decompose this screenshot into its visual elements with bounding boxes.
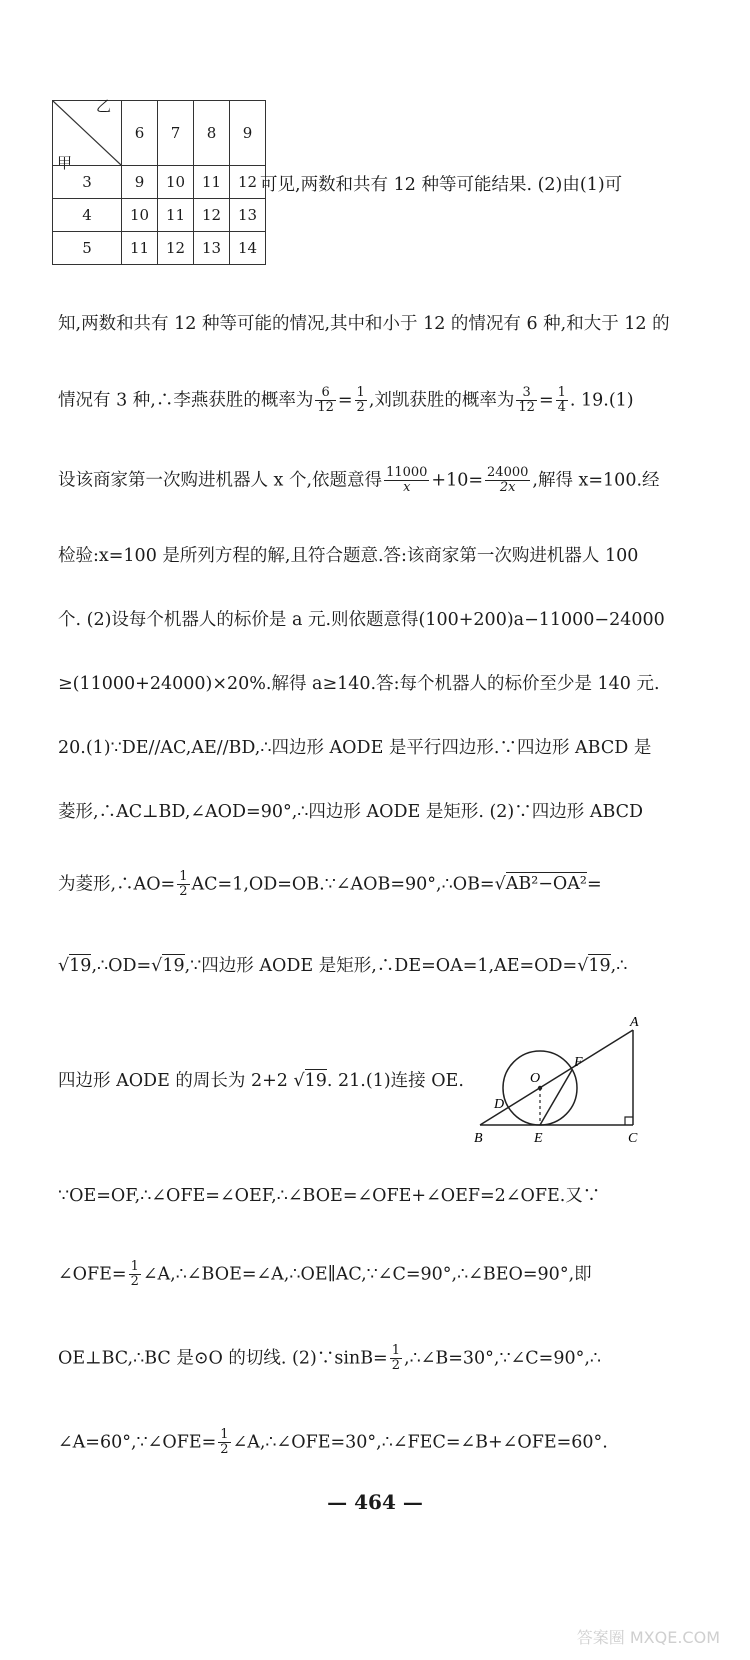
table-row — [53, 166, 266, 199]
text-seg: ∠OFE= — [58, 1264, 127, 1285]
text-line-3 — [58, 386, 634, 416]
text-seg: OE⊥BC,∴BC 是⊙O 的切线. (2)∵sinB= — [58, 1348, 388, 1369]
text-seg: ∠A,∴∠BOE=∠A,∴OE∥AC,∵∠C=90°,∴∠BEO=90°,即 — [142, 1264, 592, 1285]
text-seg: ,刘凯获胜的概率为 — [368, 390, 515, 411]
fraction: $\frac{1}{4}$ — [557, 385, 566, 416]
text-seg: ,∴OD=√ — [91, 956, 163, 976]
text-line-15 — [58, 1344, 601, 1374]
sqrt-radicand: 19 — [69, 956, 92, 976]
text-line-2: 知,两数和共有 12 种等可能的情况,其中和小于 12 的情况有 6 种,和大于 12 的 — [58, 314, 670, 334]
text-line-9: 菱形,∴AC⊥BD,∠AOD=90°,∴四边形 AODE 是矩形. (2)∵四边形 ABCD — [58, 802, 644, 822]
row-header: 3 — [53, 166, 122, 199]
text-line-1: 可见,两数和共有 12 种等可能结果. (2)由(1)可 — [260, 175, 623, 195]
text-seg: AC=1,OD=OB.∵∠AOB=90°,∴OB= — [191, 874, 495, 895]
row-header: 5 — [53, 232, 122, 265]
sqrt-sign: √ — [494, 874, 506, 895]
table-cell: 9 — [122, 166, 158, 199]
text-seg: ,∴∠B=30°,∵∠C=90°,∴ — [404, 1348, 602, 1369]
right-angle-mark — [625, 1117, 633, 1125]
text-line-6: 个. (2)设每个机器人的标价是 a 元.则依题意得(100+200)a−11000−24000 — [58, 610, 665, 630]
label-A: A — [630, 1015, 639, 1030]
fraction: $\frac{1}{2}$ — [179, 869, 188, 900]
sqrt-radicand: 19 — [304, 1071, 327, 1091]
sum-table — [52, 97, 266, 265]
row-header: 4 — [53, 199, 122, 232]
table-cell: 11 — [122, 232, 158, 265]
equals: = — [538, 390, 554, 411]
table-cell: 10 — [122, 199, 158, 232]
col-header: 7 — [158, 101, 194, 166]
equals: = — [337, 390, 353, 411]
col-header: 6 — [122, 101, 158, 166]
text-seg: ,∴ — [610, 956, 628, 976]
label-C: C — [628, 1131, 638, 1146]
label-B: B — [474, 1131, 483, 1146]
text-seg: . 19.(1) — [569, 390, 634, 411]
watermark: 答案圈 MXQE.COM — [576, 1628, 720, 1647]
table-corner — [53, 97, 122, 172]
text-seg: ,∵四边形 AODE 是矩形,∴DE=OA=1,AE=OD=√ — [184, 956, 589, 976]
table-cell: 11 — [158, 199, 194, 232]
text-seg: = — [586, 874, 602, 895]
text-seg: 为菱形,∴AO= — [58, 874, 176, 895]
fraction: $\frac{11000}{x}$ — [386, 465, 428, 496]
table-row — [53, 199, 266, 232]
table-cell: 13 — [230, 199, 266, 232]
header-col-label: 甲 — [57, 154, 73, 172]
sqrt-sign: √ — [58, 956, 70, 976]
text-seg: 情况有 3 种,∴李燕获胜的概率为 — [58, 390, 314, 411]
text-seg: 四边形 AODE 的周长为 2+2 √ — [58, 1071, 305, 1091]
header-row-label: 乙 — [95, 97, 111, 115]
table-cell: 13 — [194, 232, 230, 265]
text-line-7: ≥(11000+24000)×20%.解得 a≥140.答:每个机器人的标价至少是 140 元. — [58, 674, 660, 694]
table-cell: 12 — [194, 199, 230, 232]
table-cell: 12 — [158, 232, 194, 265]
fraction: $\frac{24000}{2x}$ — [487, 465, 529, 496]
fraction: $\frac{1}{2}$ — [356, 385, 365, 416]
text-line-14 — [58, 1260, 592, 1290]
label-O: O — [530, 1071, 541, 1086]
fraction: $\frac{3}{12}$ — [518, 385, 535, 416]
point-O — [538, 1086, 542, 1090]
fraction: $\frac{1}{2}$ — [391, 1343, 401, 1374]
table-cell: 14 — [230, 232, 266, 265]
label-F: F — [574, 1055, 583, 1070]
sqrt-radicand: 19 — [162, 956, 185, 976]
text-line-11 — [58, 958, 627, 976]
text-seg: ,解得 x=100.经 — [532, 470, 660, 491]
text-seg: . 21.(1)连接 OE. — [326, 1071, 464, 1091]
text-line-12 — [58, 1073, 464, 1091]
page-number: — 464 — — [327, 1490, 423, 1514]
text-line-5: 检验:x=100 是所列方程的解,且符合题意.答:该商家第一次购进机器人 100 — [58, 546, 639, 566]
table-row — [53, 232, 266, 265]
text-seg: ∠A,∴∠OFE=30°,∴∠FEC=∠B+∠OFE=60°. — [232, 1432, 608, 1453]
text-seg: ∠A=60°,∵∠OFE= — [58, 1432, 217, 1453]
sqrt-radicand: AB²−OA² — [505, 874, 587, 895]
label-E: E — [534, 1131, 543, 1146]
col-header: 8 — [194, 101, 230, 166]
fraction: $\frac{1}{2}$ — [130, 1259, 139, 1290]
table-cell: 12 — [230, 166, 266, 199]
text-line-16 — [58, 1428, 608, 1458]
fraction: $\frac{6}{12}$ — [317, 385, 334, 416]
table-cell: 10 — [158, 166, 194, 199]
text-line-13: ∵OE=OF,∴∠OFE=∠OEF,∴∠BOE=∠OFE+∠OEF=2∠OFE.又∵ — [58, 1186, 601, 1206]
text-line-4 — [58, 466, 660, 496]
text-line-10 — [58, 870, 602, 900]
text-line-8: 20.(1)∵DE//AC,AE//BD,∴四边形 AODE 是平行四边形.∵四边形 ABCD 是 — [58, 738, 652, 758]
table-cell: 11 — [194, 166, 230, 199]
fraction: $\frac{1}{2}$ — [220, 1427, 229, 1458]
sqrt-radicand: 19 — [588, 956, 611, 976]
text-seg: 设该商家第一次购进机器人 x 个,依题意得 — [58, 470, 383, 491]
geometry-figure — [470, 1010, 650, 1150]
label-D: D — [494, 1097, 505, 1112]
text-seg: +10= — [431, 470, 484, 491]
col-header: 9 — [230, 101, 266, 166]
